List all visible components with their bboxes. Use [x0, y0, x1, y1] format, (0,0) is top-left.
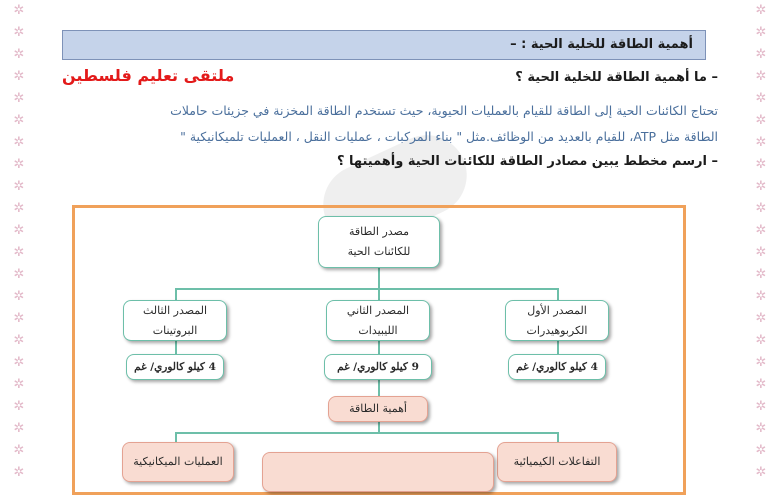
- connector: [557, 341, 559, 354]
- connector: [175, 288, 177, 300]
- importance-node: أهمية الطاقة: [328, 396, 428, 422]
- node-line: المصدر الأول: [527, 303, 587, 317]
- use-node-mechanical-processes: العمليات الميكانيكية: [122, 442, 234, 482]
- connector: [175, 432, 177, 442]
- node-line: المصدر الثاني: [346, 303, 410, 317]
- node-line: الكربوهيدرات: [526, 323, 588, 337]
- connector: [378, 422, 380, 432]
- use-node-middle: [262, 452, 494, 492]
- question-energy-importance: – ما أهمية الطاقة للخلية الحية ؟: [515, 70, 718, 85]
- source-node-carbohydrates: [505, 300, 609, 341]
- node-line: مصدر الطاقة: [349, 225, 409, 238]
- node-line: البروتينات: [152, 323, 198, 337]
- question-draw-diagram: – ارسم مخطط يبين مصادر الطاقة للكائنات الحية وأهميتها ؟: [336, 154, 718, 169]
- energy-value-proteins: 4 كيلو كالوري/ غم: [126, 354, 224, 380]
- brand-label: ملتقى تعليم فلسطين: [62, 66, 235, 85]
- node-line: الليبيدات: [358, 323, 398, 337]
- source-node-lipids: [326, 300, 430, 341]
- node-line: للكائنات الحية: [347, 245, 411, 258]
- node-line: المصدر الثالث: [142, 303, 208, 317]
- section-header: أهمية الطاقة للخلية الحية : –: [62, 30, 706, 60]
- connector: [557, 432, 559, 442]
- use-node-chemical-reactions: التفاعلات الكيميائية: [497, 442, 617, 482]
- answer-paragraph: [62, 98, 718, 150]
- connector: [378, 380, 380, 396]
- left-ornament-border: ✲ ✲ ✲ ✲ ✲ ✲ ✲ ✲ ✲ ✲ ✲ ✲ ✲ ✲ ✲ ✲ ✲ ✲ ✲ ✲ ✲ ✲: [13, 3, 25, 480]
- diagram-root-node: [318, 216, 440, 268]
- connector: [378, 288, 380, 300]
- connector: [378, 268, 380, 288]
- right-ornament-border: ✲ ✲ ✲ ✲ ✲ ✲ ✲ ✲ ✲ ✲ ✲ ✲ ✲ ✲ ✲ ✲ ✲ ✲ ✲ ✲ ✲ ✲: [755, 3, 767, 480]
- connector: [175, 341, 177, 354]
- energy-value-carbohydrates: 4 كيلو كالوري/ غم: [508, 354, 606, 380]
- source-node-proteins: [123, 300, 227, 341]
- paragraph-line: الطاقة مثل ATP، للقيام بالعديد من الوظائف.مثل " بناء المركبات ، عمليات النقل ، العمليات تلميكانيكية ": [180, 129, 718, 144]
- connector: [557, 288, 559, 300]
- connector: [175, 432, 558, 434]
- paragraph-line: تحتاج الكائنات الحية إلى الطاقة للقيام بالعمليات الحيوية، حيث تستخدم الطاقة المخزنة في جزيئات حاملات: [170, 103, 718, 118]
- energy-value-lipids: 9 كيلو كالوري/ غم: [324, 354, 432, 380]
- connector: [378, 341, 380, 354]
- connector: [175, 288, 558, 290]
